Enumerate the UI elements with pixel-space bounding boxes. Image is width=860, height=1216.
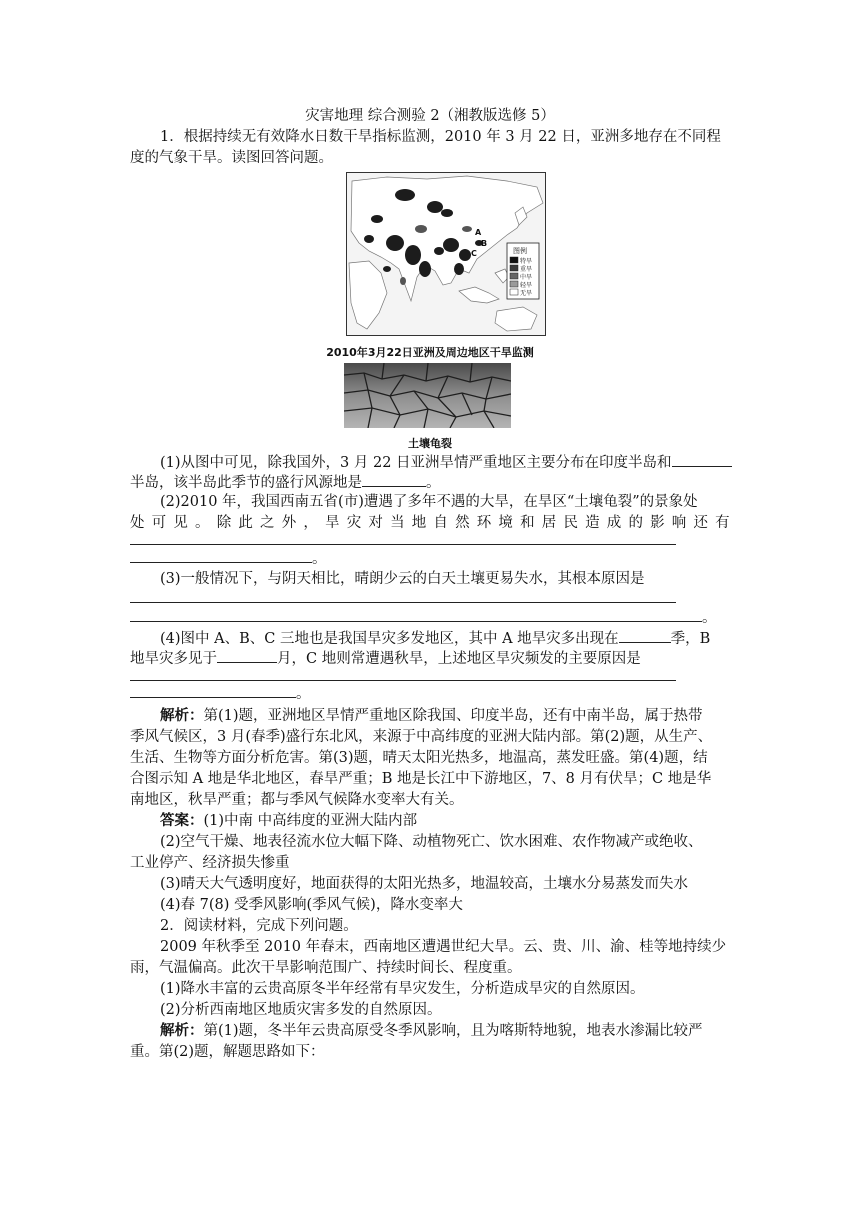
q1-part2-char: 外 bbox=[281, 515, 297, 531]
q1-part2-char: 灾 bbox=[346, 515, 362, 531]
q1-intro-line-1: 1．根据持续无有效降水日数干旱指标监测，2010 年 3 月 22 日，亚洲多地存在不同程 bbox=[160, 129, 721, 145]
q1-part1-text-b: 半岛，该半岛此季节的盛行风源地是 bbox=[130, 475, 362, 491]
answer-label: 答案： bbox=[160, 812, 204, 829]
answer-text-1: (1)中南 中高纬度的亚洲大陆内部 bbox=[203, 813, 418, 829]
q1-intro-line-2: 度的气象干旱。读图回答问题。 bbox=[130, 150, 333, 166]
q1-part2-end: 。 bbox=[312, 551, 327, 567]
legend-rows bbox=[510, 257, 532, 297]
map-legend bbox=[507, 243, 539, 299]
legend-label: 特旱 bbox=[520, 258, 533, 265]
q1-part2-char: 造 bbox=[585, 515, 600, 531]
answer-blank-peninsula[interactable] bbox=[672, 452, 732, 467]
q1-part2-char: 有 bbox=[715, 515, 730, 531]
q1-part4-end: 。 bbox=[296, 686, 311, 702]
q1-answer-line-2: (2)空气干燥、地表径流水位大幅下降、动植物死亡、饮水困难、农作物减产或绝收、 bbox=[160, 834, 703, 850]
q1-part2-char: 对 bbox=[368, 515, 383, 531]
legend-label: 中旱 bbox=[520, 274, 533, 281]
q1-part2-char: 此 bbox=[238, 515, 253, 531]
q1-part3-line-1: (3)一般情况下，与阴天相比，晴朗少云的白天土壤更易失水，其根本原因是 bbox=[160, 571, 645, 587]
q1-part2-char: 然 bbox=[455, 515, 470, 531]
answer-blank-cause[interactable] bbox=[130, 683, 296, 698]
q1-analysis-line-1 bbox=[160, 706, 730, 726]
q1-part2-char: 环 bbox=[476, 515, 492, 531]
q1-part4-text-a1: (4)图中 A、B、C 三地也是我国旱灾多发地区，其中 A 地旱灾多出现在 bbox=[160, 631, 619, 647]
q1-part2-char: 居 bbox=[541, 515, 557, 531]
q1-analysis-line-2: 季风气候区，3 月(春季)盛行东北风，来源于中高纬度的亚洲大陆内部。第(2)题，从生产、 bbox=[130, 729, 713, 745]
q1-answer-line-4: (3)晴天大气透明度好，地面获得的太阳光热多，地温较高，土壤水分易蒸发而失水 bbox=[160, 876, 689, 892]
legend-swatch bbox=[510, 281, 518, 287]
q1-part1-line-1 bbox=[160, 452, 730, 473]
drought-map bbox=[346, 172, 546, 336]
q1-part2-char: 境 bbox=[498, 515, 513, 531]
q1-part2-char: 的 bbox=[628, 515, 643, 531]
q2-material-line-1: 2009 年秋季至 2010 年春末，西南地区遭遇世纪大旱。云、贵、川、渝、桂等地持续少 bbox=[160, 939, 727, 955]
q2-part1: (1)降水丰富的云贵高原冬半年经常有旱灾发生，分析造成旱灾的自然原因。 bbox=[160, 981, 645, 997]
q1-part1-text-a: (1)从图中可见，除我国外，3 月 22 日亚洲旱情严重地区主要分布在印度半岛和 bbox=[160, 455, 672, 471]
q1-part3-end: 。 bbox=[702, 610, 717, 626]
q1-part2-char: 。 bbox=[195, 515, 210, 531]
answer-blank-impact[interactable] bbox=[130, 548, 312, 563]
drought-map-drawing bbox=[347, 173, 545, 335]
q1-analysis-line-5: 南地区，秋旱严重；都与季风气候降水变率大有关。 bbox=[130, 792, 464, 808]
point-label-b: B bbox=[481, 239, 488, 248]
q1-part2-line-4 bbox=[130, 548, 730, 569]
legend-swatch bbox=[510, 265, 518, 271]
q1-part2-char: 地 bbox=[411, 515, 427, 531]
q1-part2-char: 处 bbox=[130, 515, 145, 531]
q1-part2-char: 见 bbox=[173, 515, 188, 531]
q2-analysis-line-1 bbox=[160, 1021, 730, 1041]
q1-answer-line-1 bbox=[160, 811, 730, 831]
q1-part2-char: 成 bbox=[606, 515, 622, 531]
q2-part2: (2)分析西南地区地质灾害多发的自然原因。 bbox=[160, 1002, 442, 1018]
answer-line-impact-1[interactable] bbox=[130, 544, 676, 545]
q1-part4-line-4 bbox=[130, 683, 730, 704]
q1-part4-line-2 bbox=[130, 648, 730, 669]
answer-blank-reason[interactable] bbox=[130, 607, 702, 622]
q1-part2-char: ， bbox=[303, 515, 318, 531]
q2-analysis-label: 解析： bbox=[160, 1022, 204, 1039]
q1-part4-text-b2: 月，C 地则常遭遇秋旱，上述地区旱灾频发的主要原因是 bbox=[277, 651, 641, 667]
legend-swatch bbox=[510, 289, 518, 295]
q2-material-line-2: 雨，气温偏高。此次干旱影响范围广、持续时间长、程度重。 bbox=[130, 960, 522, 976]
answer-blank-wind-source[interactable] bbox=[362, 472, 426, 487]
answer-blank-month[interactable] bbox=[217, 648, 277, 663]
legend-label: 重旱 bbox=[520, 266, 533, 273]
q1-answer-line-5: (4)春 7(8) 受季风影响(季风气候)，降水变率大 bbox=[160, 897, 463, 913]
point-label-a: A bbox=[475, 228, 482, 237]
q1-part2-char: 可 bbox=[151, 515, 167, 531]
q1-part1-end: 。 bbox=[426, 475, 441, 491]
q1-part2-char: 响 bbox=[671, 515, 687, 531]
map-caption: 2010年3月22日亚洲及周边地区干旱监测 bbox=[326, 346, 534, 359]
q1-part2-char: 和 bbox=[520, 515, 535, 531]
legend-label: 无旱 bbox=[520, 290, 533, 297]
legend-swatch bbox=[510, 257, 518, 263]
q2-analysis-line-2: 重。第(2)题，解题思路如下： bbox=[130, 1044, 325, 1060]
analysis-text-1: 第(1)题，亚洲地区旱情严重地区除我国、印度半岛，还有中南半岛，属于热带 bbox=[203, 708, 703, 724]
q2-analysis-text-1: 第(1)题，冬半年云贵高原受冬季风影响，且为喀斯特地貌，地表水渗漏比较严 bbox=[203, 1023, 703, 1039]
photo-caption: 土壤龟裂 bbox=[408, 437, 452, 450]
q1-analysis-line-4: 合图示知 A 地是华北地区，春旱严重；B 地是长江中下游地区，7、8 月有伏旱；C 地是华 bbox=[130, 771, 712, 787]
q1-part4-text-b1: 地旱灾多见于 bbox=[130, 651, 217, 667]
q1-part2-char: 自 bbox=[433, 515, 448, 531]
q1-part2-char: 民 bbox=[563, 515, 578, 531]
legend-label: 轻旱 bbox=[520, 282, 533, 289]
q2-intro: 2．阅读材料，完成下列问题。 bbox=[160, 918, 358, 934]
analysis-label: 解析： bbox=[160, 707, 204, 724]
q1-part1-line-2 bbox=[130, 472, 730, 493]
point-label-c: C bbox=[471, 249, 477, 258]
q1-answer-line-3: 工业停产、经济损失惨重 bbox=[130, 855, 290, 871]
q1-part2-char: 当 bbox=[390, 515, 405, 531]
q1-part2-line-2 bbox=[130, 513, 730, 533]
cracked-soil-image bbox=[344, 363, 511, 428]
q1-analysis-line-3: 生活、生物等方面分析危害。第(3)题，晴天太阳光热多，地温高，蒸发旺盛。第(4)题，结 bbox=[130, 750, 708, 766]
q1-part2-char: 还 bbox=[693, 515, 708, 531]
cracked-soil-photo bbox=[344, 363, 511, 428]
answer-line-cause-1[interactable] bbox=[130, 680, 676, 681]
q1-part3-line-3 bbox=[130, 607, 730, 628]
answer-blank-season[interactable] bbox=[619, 628, 671, 643]
document-title: 灾害地理 综合测验 2（湘教版选修 5） bbox=[305, 108, 555, 124]
legend-title: 图例 bbox=[513, 247, 527, 255]
q1-part2-char: 旱 bbox=[325, 515, 340, 531]
q1-part4-text-a2: 季，B bbox=[670, 631, 711, 647]
q1-part2-char: 之 bbox=[260, 515, 275, 531]
q1-part4-line-1 bbox=[160, 628, 730, 649]
q1-part2-line-1: (2)2010 年，我国西南五省(市)遭遇了多年不遇的大旱，在旱区“土壤龟裂”的景象处 bbox=[160, 494, 698, 510]
legend-swatch bbox=[510, 273, 518, 279]
answer-line-reason-1[interactable] bbox=[130, 602, 676, 603]
q1-part2-char: 影 bbox=[650, 515, 665, 531]
q1-part2-char: 除 bbox=[216, 515, 232, 531]
